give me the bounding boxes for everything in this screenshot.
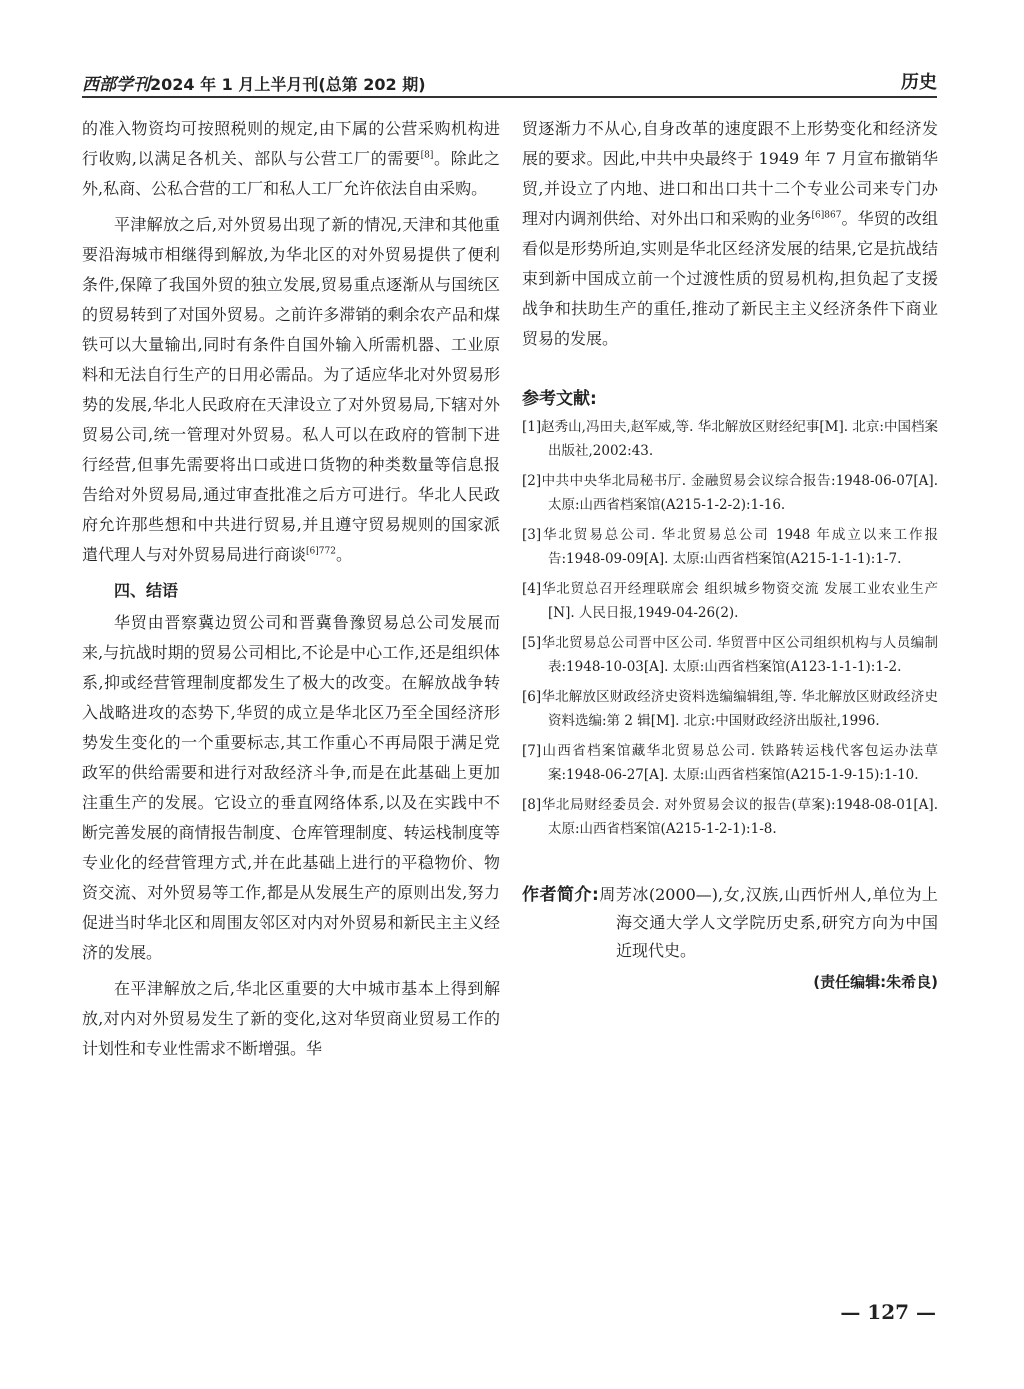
journal-logo: 西部学刊 xyxy=(82,75,150,95)
citation: [6]867 xyxy=(811,210,842,221)
journal-title xyxy=(82,70,426,95)
paragraph: 贸逐渐力不从心,自身改革的速度跟不上形势变化和经济发展的要求。因此,中共中央最终于 1949 年 7 月宣布撤销华贸,并设立了内地、进口和出口共十二个专业公司来专门办理对内调剂供给、对外出口和采购的业务$^{[6]867}$。华贸的改组看似是形势所迫,实则是华北区经济发展的结果,它是抗战结束到新中国成立前一个过渡性质的贸易机构,担负起了支援战争和扶助生产的重任,推动了新民主主义经济条件下商业贸易的发展。 xyxy=(522,119,938,348)
citation: [8] xyxy=(420,150,434,161)
paragraph: 在平津解放之后,华北区重要的大中城市基本上得到解放,对内对外贸易发生了新的变化,这对华贸商业贸易工作的计划性和专业性需求不断增强。华 xyxy=(82,979,500,1058)
author-text: 周芳冰(2000—),女,汉族,山西忻州人,单位为上海交通大学人文学院历史系,研究方向为中国近现代史。 xyxy=(598,885,938,960)
reference-item: [6]华北解放区财政经济史资料选编编辑组,等. 华北解放区财政经济史资料选编:第 2 辑[M]. 北京:中国财政经济出版社,1996. xyxy=(522,689,938,729)
left-column xyxy=(82,114,500,1070)
paragraph: 的准入物资均可按照税则的规定,由下属的公营采购机构进行收购,以满足各机关、部队与公营工厂的需要[8]。除此之外,私商、公私合营的工厂和私人工厂允许依法自由采购。 xyxy=(82,119,500,198)
reference-item: [5]华北贸易总公司晋中区公司. 华贸晋中区公司组织机构与人员编制表:1948-10-03[A]. 太原:山西省档案馆(A123-1-1-1):1-2. xyxy=(522,635,938,675)
right-column xyxy=(522,114,938,992)
page-header xyxy=(82,62,937,98)
references-heading: 参考文献: xyxy=(522,389,597,409)
citation: [6]772 xyxy=(306,546,336,557)
reference-item: [8]华北局财经委员会. 对外贸易会议的报告(草案):1948-08-01[A]. 太原:山西省档案馆(A215-1-2-1):1-8. xyxy=(522,797,938,837)
reference-item: [3]华北贸易总公司. 华北贸易总公司 1948 年成立以来工作报告:1948-09-09[A]. 太原:山西省档案馆(A215-1-1-1):1-7. xyxy=(522,527,938,567)
author-bio xyxy=(522,881,938,965)
page-number: — 127 — xyxy=(840,1300,936,1324)
section-name: 历史 xyxy=(901,72,937,93)
section-heading: 四、结语 xyxy=(114,581,179,600)
issue-info: 2024 年 1 月上半月刊(总第 202 期) xyxy=(150,75,426,94)
reference-item: [2]中共中央华北局秘书厅. 金融贸易会议综合报告:1948-06-07[A]. 太原:山西省档案馆(A215-1-2-2):1-16. xyxy=(522,473,938,513)
paragraph: 平津解放之后,对外贸易出现了新的情况,天津和其他重要沿海城市相继得到解放,为华北区的对外贸易提供了便利条件,保障了我国外贸的独立发展,贸易重点逐渐从与国统区的贸易转到了对国外贸易。之前许多滞销的剩余农产品和煤铁可以大量输出,同时有条件自国外输入所需机器、工业原料和无法自行生产的日用必需品。为了适应华北对外贸易形势的发展,华北人民政府在天津设立了对外贸易局,下辖对外贸易公司,统一管理对外贸易。私人可以在政府的管制下进行经营,但事先需要将出口或进口货物的种类数量等信息报告给对外贸易局,通过审查批准之后方可进行。华北人民政府允许那些想和中共进行贸易,并且遵守贸易规则的国家派遣代理人与对外贸易局进行商谈$^{[6]772}$。 xyxy=(82,215,500,564)
paragraph: 华贸由晋察冀边贸公司和晋冀鲁豫贸易总公司发展而来,与抗战时期的贸易公司相比,不论是中心工作,还是组织体系,抑或经营管理制度都发生了极大的改变。在解放战争转入战略进攻的态势下,华贸的成立是华北区乃至全国经济形势发生变化的一个重要标志,其工作重心不再局限于满足党政军的供给需要和进行对敌经济斗争,而是在此基础上更加注重生产的发展。它设立的垂直网络体系,以及在实践中不断完善发展的商情报告制度、仓库管理制度、转运栈制度等专业化的经营管理方式,并在此基础上进行的平稳物价、物资交流、对外贸易等工作,都是从发展生产的原则出发,努力促进当时华北区和周围友邻区对内对外贸易和新民主主义经济的发展。 xyxy=(82,613,500,962)
editor-note: (责任编辑:朱希良) xyxy=(813,973,938,991)
reference-item: [4]华北贸总召开经理联席会 组织城乡物资交流 发展工业农业生产[N]. 人民日报,1949-04-26(2). xyxy=(522,581,938,621)
author-label: 作者简介: xyxy=(522,885,599,905)
reference-item: [7]山西省档案馆藏华北贸易总公司. 铁路转运栈代客包运办法草案:1948-06-27[A]. 太原:山西省档案馆(A215-1-9-15):1-10. xyxy=(522,743,938,783)
reference-list xyxy=(522,415,938,841)
reference-item: [1]赵秀山,冯田夫,赵军威,等. 华北解放区财经纪事[M]. 北京:中国档案出版社,2002:43. xyxy=(522,419,938,459)
